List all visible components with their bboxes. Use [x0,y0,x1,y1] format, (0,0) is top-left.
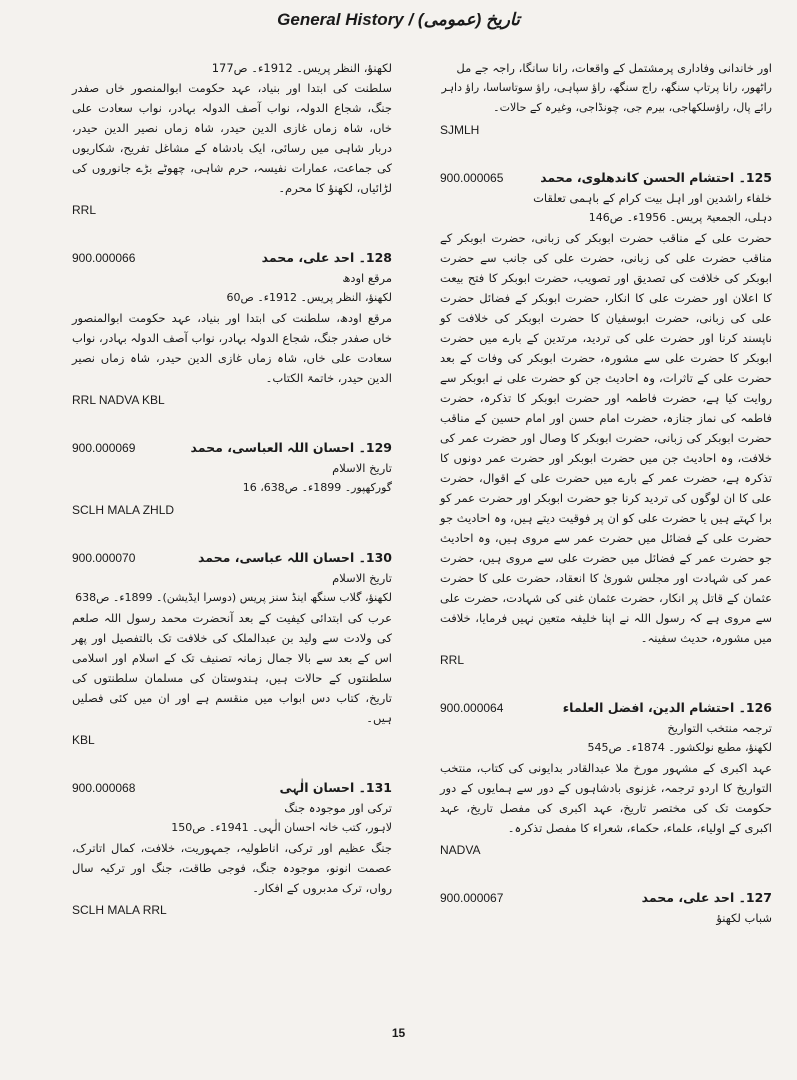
entry-number: 900.000065 [440,171,504,185]
entry [440,888,772,928]
page-number: 15 [391,1026,406,1040]
entry-line: لکھنؤ، مطبع نولکشور۔ 1874ء۔ ص545 [587,741,772,754]
entry-title: 127۔ احد علی، محمد [641,890,772,905]
entry-header [72,248,392,268]
library-codes: KBL [72,733,95,747]
entry-number: 900.000068 [72,781,136,795]
library-codes: RRL NADVA KBL [72,393,165,407]
library-codes: SJMLH [440,123,480,137]
entry-title: 129۔ احسان اللہ العباسی، محمد [190,440,392,455]
entry [72,438,392,520]
page-header: General History / (عمومی) تاریخ [277,10,520,29]
entry-line: شباب لکھنؤ [716,911,772,925]
entry [440,58,772,140]
entry-line: راٹھور، رانا پرتاپ سنگھ، راج سنگھ، راؤ سپاہی، راؤ سوتاساسا، راؤ داہر [441,81,772,94]
entry-line: تاریخ الاسلام [332,461,392,475]
entry-line: رائے پال، راؤسلکھاجی، بیرم جی، چونڈاجی، وغیرہ کے حالات۔ [493,101,772,114]
entry-abstract: عہد اکبری کے مشہور مورخ ملا عبدالقادر بدایونی کی کتاب، منتخب التواریخ کا اردو ترجمہ، غزنوی بادشاہوں کے دور سے ہمایوں کے دور حکومت تک کی مختصر تاریخ، عہد اکبری کی مفصل تاریخ، عہد اکبری کے اولیاء، علماء، حکماء، شعراء کا مفصل تذکرہ۔ [440,761,772,835]
entry-line: دہلی، الجمعیۃ پریس۔ 1956ء۔ ص146 [588,211,772,224]
entry-line: لکھنؤ، النظر پریس۔ 1912ء۔ ص60 [226,291,392,304]
entry [72,248,392,410]
library-codes: RRL [440,653,465,667]
entry-line: ترکی اور موجودہ جنگ [284,801,392,815]
entry-abstract: مرقع اودھ، سلطنت کی ابتدا اور بنیاد، عہد حکومت ابوالمنصور خاں صفدر جنگ، شجاع الدولہ بہادر، نواب آصف الدولہ بہادر، نواب سعادت علی خاں، شاہ زماں غازی الدین حیدر، شاہ زماں نصیر الدین حیدر، خاتمۃ الکتاب۔ [72,311,392,385]
entry-line: تاریخ الاسلام [332,571,392,585]
entry [72,58,392,220]
entry-line: لاہور، کتب خانہ احسان الٰہی۔ 1941ء۔ ص150 [171,821,392,834]
entry-line: لکھنؤ، گلاب سنگھ اینڈ سنز پریس (دوسرا ایڈیشن)۔ 1899ء۔ ص638 [75,591,392,604]
library-codes: SCLH MALA ZHLD [72,503,175,517]
entry-abstract: عرب کی ابتدائی کیفیت کے بعد آنحضرت محمد رسول اللہ صلعم کی ولادت سے ولید بن عبدالملک کی خلافت تک بالتفصیل اور پھر اس کے بعد سے بالا جمال زمانہ تصنیف تک کے اسلام اور اسلامی سلطنتوں کے حالات ہیں، ہندوستان کی مسلمان سلطنتوں کی تاریخ، کتاب دس ابواب میں منقسم ہے اور ان میں کئی فصلیں ہیں۔ [72,611,392,725]
entry [440,698,772,860]
entry-number: 900.000066 [72,251,136,265]
entry-line: گورکھپور۔ 1899ء۔ ص638، 16 [242,481,392,494]
entry-title: 126۔ احتشام الدین، افضل العلماء [562,700,772,715]
entry [72,778,392,920]
entry-line: ترجمہ منتخب التواریخ [667,721,772,735]
entry-number: 900.000064 [440,701,504,715]
entry-header [72,778,392,798]
entry [72,548,392,750]
entry-title: 130۔ احسان اللہ عباسی، محمد [198,550,392,565]
entry-number: 900.000069 [72,441,136,455]
entry-title: 125۔ احتشام الحسن کاندھلوی، محمد [540,170,772,185]
entry-abstract: جنگ عظیم اور ترکی، اناطولیہ، جمہوریت، خلافت، کمال اتاترک، عصمت انونو، موجودہ جنگ، فوجی طاقت، جنگ اور ترکیہ سال رواں، ترک مدبروں کے افکار۔ [72,841,392,895]
entry-header [440,888,772,908]
entry-title: 131۔ احسان الٰہی [279,780,392,795]
entry [440,168,772,670]
entry-number: 900.000070 [72,551,136,565]
entry-header [440,168,772,188]
entry-line: مرقع اودھ [342,271,392,285]
entry-abstract: حضرت علی کے مناقب حضرت ابوبکر کی زبانی، حضرت ابوبکر کے مناقب حضرت علی کی زبانی، حضرت علی کی جانب سے حضرت ابوبکر کی خلافت کی تصدیق اور تصویب، حضرت ابوبکر کا فتح بیعت کا اعلان اور حضرت علی کا انکار، حضرت ابوبکر کے فضائل حضرت علی کی زبانی، حضرت ابوسفیان کا حضرت ابوبکر کی خلافت کو ناپسند کرنا اور حضرت علی کی تردید، مرتدین کے بارے میں حضرت ابوبکر کا حضرت علی سے مشورہ، حضرت ابوبکر کی وفات کے بعد حضرت علی کے تاثرات، وہ احادیث جن کو حضرت علی نے ابوبکر سے روایت کیا ہے، حضرت فاطمہ اور حضرت ابوبکر کا تذکرہ، حضرت فاطمہ کی نماز جنازہ، حضرت امام حسن اور امام حسین کے مناقب حضرت ابوبکر کی زبانی، حضرت ابوبکر کا وصال اور حضرت عمر کی خلافت، وہ احادیث جن میں حضرت ابوبکر اور حضرت عمر دونوں کا تذکرہ ہے، حضرت عمر کے بارے میں حضرت علی کے اقوال، حضرت علی کا ان لوگوں کی تردید کرنا جو حضرت ابوبکر اور حضرت عمر کو برا کہتے ہیں یا حضرت علی کو ان پر فوقیت دیتے ہیں، وہ احادیث جو حضرت علی کے فضائل میں حضرت عمر سے مروی ہیں، وہ احادیث جو حضرت عمر کے فضائل میں حضرت علی سے مروی ہیں، حضرت عمر کی شہادت اور مجلس شوریٰ کا انعقاد، حضرت علی کا حضرت عثمان کے قاتل پر انکار، حضرت عثمان غنی کی شہادت، حضرت علی سے مروی ہے کہ رسول اللہ نے اپنا خلیفہ متعین نہیں فرمایا، خلافت میں مشورہ، حدیث سفینہ۔ [440,231,772,645]
entry-header [440,698,772,718]
library-codes: RRL [72,203,97,217]
entry-number: 900.000067 [440,891,504,905]
library-codes: NADVA [440,843,481,857]
entry-title: 128۔ احد علی، محمد [261,250,392,265]
entry-abstract: سلطنت کی ابتدا اور بنیاد، عہد حکومت ابوالمنصور خاں صفدر جنگ، شجاع الدولہ، نواب آصف الدولہ بہادر، نواب سعادت علی خاں، شاہ زماں غازی الدین حیدر، شاہ زماں نصیر الدین حیدر، دربار شاہی میں رسائی، ایک بادشاہ کے مشاغل تفریح، شکاریوں کی جماعت، عمارات نفیسہ، حرم شاہی، چھوٹے بڑے جانوروں کی لڑائیاں، لکھنؤ کا محرم۔ [72,81,392,195]
left-column [72,58,392,948]
entry-line: اور خاندانی وفاداری پرمشتمل کے واقعات، رانا سانگا، راجہ جے مل [456,61,772,75]
entry-header [72,548,392,568]
entry-header [72,438,392,458]
library-codes: SCLH MALA RRL [72,903,167,917]
entry-line: لکھنؤ، النظر پریس۔ 1912ء۔ ص177 [211,61,392,75]
entry-line: خلفاء راشدین اور اہل بیت کرام کے باہمی تعلقات [533,191,772,205]
right-column [440,58,772,956]
